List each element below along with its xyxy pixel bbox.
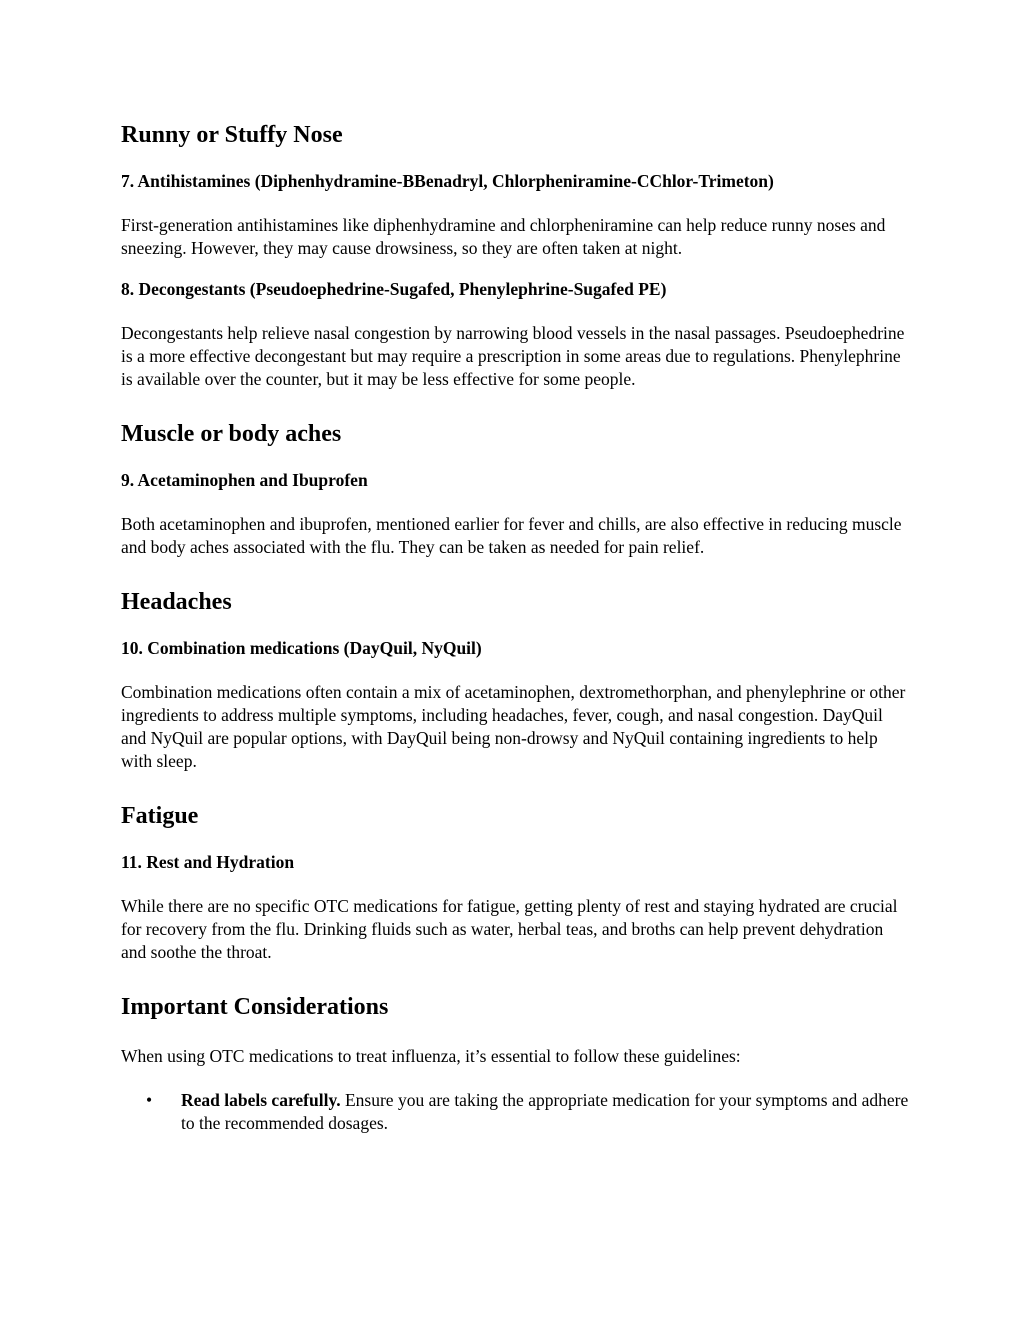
item-text-combination-medications: Combination medications often contain a mix of acetaminophen, dextromethorphan, and phenylephrine or other ingredients to address multiple symptoms, including headaches, fever, cough, and nasal congestion. DayQuil and NyQuil are popular options, with DayQuil being non-drowsy and NyQuil containing ingredients to help with sleep.: [121, 682, 906, 771]
item-title-rest-hydration: 11. Rest and Hydration: [121, 852, 295, 872]
item-text-rest-hydration: While there are no specific OTC medications for fatigue, getting plenty of rest and staying hydrated are crucial for recovery from the flu. Drinking fluids such as water, herbal teas, and broths can help prevent dehydration and soothe the throat.: [121, 896, 898, 962]
section-heading-runny-nose: Runny or Stuffy Nose: [121, 122, 343, 148]
item-title-combination-medications: 10. Combination medications (DayQuil, NyQuil): [121, 638, 482, 658]
item-text-decongestants: Decongestants help relieve nasal congestion by narrowing blood vessels in the nasal passages. Pseudoephedrine is a more effective decongestant but may require a prescription in some areas due to regulations. Phenylephrine is available over the counter, but it may be less effective for some people.: [121, 323, 905, 389]
item-text-antihistamines: First-generation antihistamines like diphenhydramine and chlorpheniramine can help reduce runny noses and sneezing. However, they may cause drowsiness, so they are often taken at night.: [121, 215, 886, 258]
considerations-list: [121, 1089, 911, 1135]
considerations-intro: When using OTC medications to treat influenza, it’s essential to follow these guidelines:: [121, 1046, 741, 1066]
item-title-decongestants: 8. Decongestants (Pseudoephedrine-Sugafed, Phenylephrine-Sugafed PE): [121, 279, 667, 299]
item-text-acetaminophen-ibuprofen: Both acetaminophen and ibuprofen, mentioned earlier for fever and chills, are also effective in reducing muscle and body aches associated with the flu. They can be taken as needed for pain relief.: [121, 514, 902, 557]
section-heading-fatigue: Fatigue: [121, 803, 199, 829]
section-heading-important-considerations: Important Considerations: [121, 994, 389, 1020]
document-page: [121, 118, 911, 1135]
list-item-bold-label: Read labels carefully.: [181, 1090, 341, 1110]
list-item: [121, 1089, 911, 1135]
item-title-acetaminophen-ibuprofen: 9. Acetaminophen and Ibuprofen: [121, 470, 368, 490]
section-heading-headaches: Headaches: [121, 589, 232, 615]
list-item-text: Ensure you are taking the appropriate medication for your symptoms and adhere to the recommended dosages.: [181, 1090, 909, 1133]
item-title-antihistamines: 7. Antihistamines (Diphenhydramine-BBenadryl, Chlorpheniramine-CChlor-Trimeton): [121, 171, 774, 191]
bullet-icon: •: [146, 1090, 153, 1110]
section-heading-muscle-aches: Muscle or body aches: [121, 421, 342, 447]
